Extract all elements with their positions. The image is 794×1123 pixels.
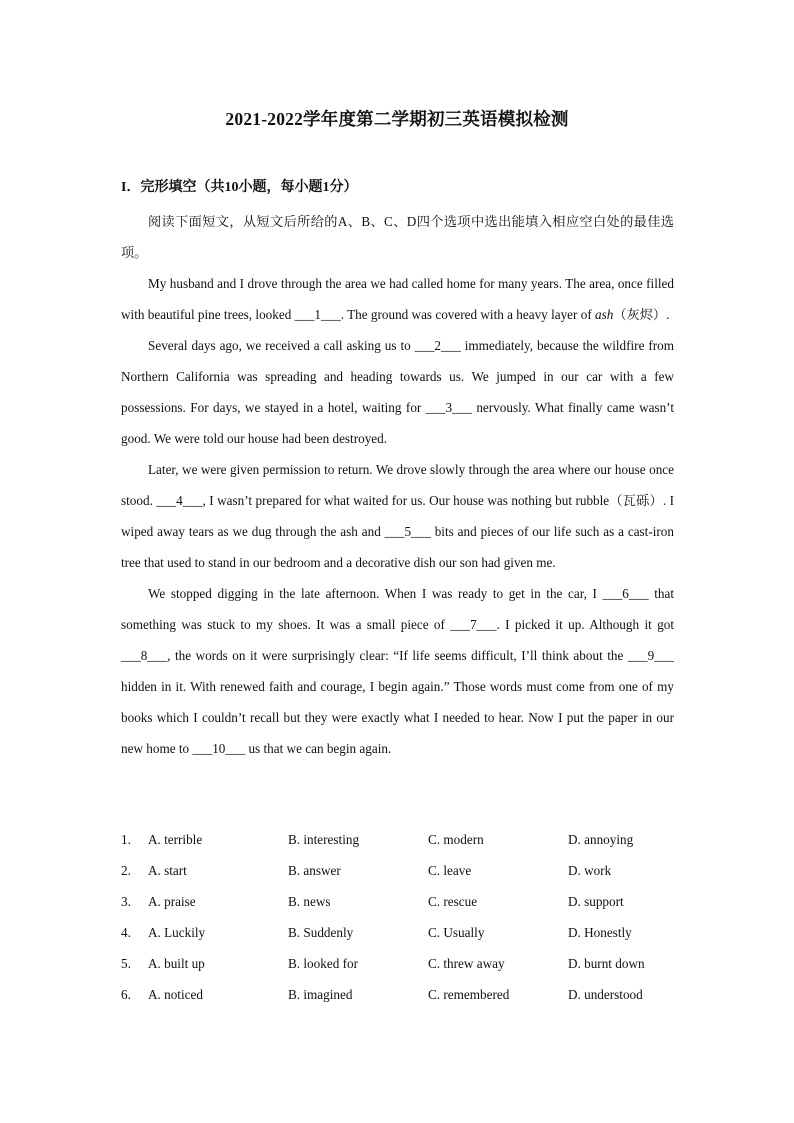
option-b: B. imagined: [288, 987, 353, 1002]
option-a: A. terrible: [148, 832, 203, 847]
option-a: A. praise: [148, 894, 196, 909]
option-row: [121, 826, 681, 857]
question-number: 3.: [121, 894, 131, 909]
option-d: D. support: [568, 894, 624, 909]
paragraph-2: Several days ago, we received a call asking us to ___2___ immediately, because the wildfire from Northern California was spreading and heading towards us. We jumped in our car with a few possessions. For days, we stayed in a hotel, waiting for ___3___ nervously. What finally came wasn’t good. We were told our house had been destroyed.: [121, 338, 674, 446]
page-title: 2021-2022学年度第二学期初三英语模拟检测: [225, 109, 569, 129]
option-c: C. leave: [428, 863, 472, 878]
option-d: D. annoying: [568, 832, 634, 847]
question-number: 6.: [121, 987, 131, 1002]
option-b: B. answer: [288, 863, 341, 878]
option-b: B. Suddenly: [288, 925, 354, 940]
options-list: [121, 826, 681, 1012]
option-c: C. remembered: [428, 987, 510, 1002]
option-d: D. Honestly: [568, 925, 632, 940]
option-row: [121, 950, 681, 981]
paragraph-3: Later, we were given permission to return. We drove slowly through the area where our house once stood. ___4___, I wasn’t prepared for what waited for us. Our house was nothing but rubble（瓦砾）. I wiped away tears as we dug through the ash and ___5___ bits and pieces of our life such as a cast-iron tree that used to stand in our bedroom and a decorative dish our son had given me.: [121, 462, 674, 570]
paragraph-1-tail: （灰烬）.: [613, 307, 670, 322]
option-a: A. start: [148, 863, 187, 878]
option-a: A. built up: [148, 956, 205, 971]
option-b: B. news: [288, 894, 331, 909]
option-c: C. Usually: [428, 925, 485, 940]
question-number: 1.: [121, 832, 131, 847]
option-a: A. Luckily: [148, 925, 206, 940]
option-c: C. rescue: [428, 894, 478, 909]
passage: [121, 206, 674, 764]
question-number: 2.: [121, 863, 131, 878]
paragraph-1-italic: ash: [595, 307, 614, 322]
option-row: [121, 919, 681, 950]
option-row: [121, 981, 681, 1012]
option-row: [121, 857, 681, 888]
instructions: 阅读下面短文，从短文后所给的A、B、C、D四个选项中选出能填入相应空白处的最佳选项。: [121, 214, 674, 260]
paragraph-4: We stopped digging in the late afternoon. When I was ready to get in the car, I ___6___ that something was stuck to my shoes. It was a small piece of ___7___. I picked it up. Although it got ___8___, the words on it were surprisingly clear: “If life seems difficult, I’ll think about the ___9___ hidden in it. With renewed faith and courage, I begin again.” Those words must come from one of my books which I couldn’t recall but they were exactly what I needed to hear. Now I put the paper in our new home to ___10___ us that we can begin again.: [121, 586, 674, 756]
option-c: C. modern: [428, 832, 484, 847]
option-b: B. looked for: [288, 956, 358, 971]
option-d: D. work: [568, 863, 612, 878]
option-b: B. interesting: [288, 832, 360, 847]
option-d: D. understood: [568, 987, 643, 1002]
section-heading: I．完形填空（共10小题，每小题1分）: [121, 180, 358, 195]
question-number: 5.: [121, 956, 131, 971]
paragraph-1-text: My husband and I drove through the area we had called home for many years. The area, once filled with beautiful pine trees, looked ___1___. The ground was covered with a heavy layer of: [121, 276, 674, 322]
option-d: D. burnt down: [568, 956, 645, 971]
paragraph-1: [121, 268, 674, 330]
option-c: C. threw away: [428, 956, 505, 971]
option-row: [121, 888, 681, 919]
option-a: A. noticed: [148, 987, 203, 1002]
question-number: 4.: [121, 925, 131, 940]
